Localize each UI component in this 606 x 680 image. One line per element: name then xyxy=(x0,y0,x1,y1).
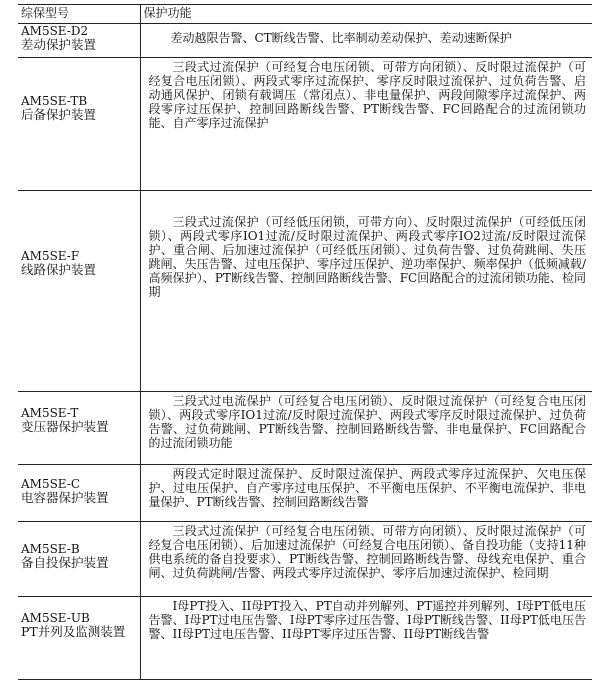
model-code: AM5SE-T xyxy=(21,406,79,420)
table-header-row xyxy=(18,5,592,24)
model-code: AM5SE-C xyxy=(21,477,81,491)
column-header-function: 保护功能 xyxy=(140,5,592,24)
model-name: 电容器保护装置 xyxy=(21,490,109,505)
table-row xyxy=(18,58,592,191)
model-cell xyxy=(18,191,140,392)
model-code: AM5SE-TB xyxy=(21,94,88,108)
function-text: 三段式过电流保护（可经复合电压闭锁）、反时限过流保护（可经复合电压闭锁）、两段式零序IO1过流/反时限过流保护、两段式零序反时限过流保护、过负荷告警、过负荷跳闸、PT断线告警、控制回路断线告警、非电量保护、FC回路配合的过流闭锁功能 xyxy=(148,394,586,450)
function-text: I母PT投入、II母PT投入、PT自动并列解列、PT遥控并列解列、I母PT低电压告警、I母PT过电压告警、I母PT零序过压告警、I母PT断线告警、II母PT低电压告警、II母PT过电压告警、II母PT零序过压告警、II母PT断线告警 xyxy=(148,599,586,641)
function-cell xyxy=(140,392,592,465)
model-name: 变压器保护装置 xyxy=(21,419,109,434)
model-code: AM5SE-F xyxy=(21,249,80,263)
table-row xyxy=(18,191,592,392)
column-header-model: 综保型号 xyxy=(18,5,140,24)
function-text: 两段式定时限过流保护、反时限过流保护、两段式零序过流保护、欠电压保护、过电压保护、自产零序过电压保护、不平衡电压保护、不平衡电流保护、非电量保护、PT断线告警、控制回路断线告警 xyxy=(148,467,586,509)
function-cell xyxy=(140,522,592,597)
function-cell xyxy=(140,597,592,680)
model-cell xyxy=(18,24,140,58)
table-row xyxy=(18,465,592,522)
model-cell xyxy=(18,58,140,191)
protection-function-table-page xyxy=(18,4,592,680)
model-code: AM5SE-B xyxy=(21,542,80,556)
function-cell xyxy=(140,24,592,58)
model-code: AM5SE-D2 xyxy=(21,24,89,38)
model-cell xyxy=(18,392,140,465)
function-text: 三段式过流保护（可经低压闭锁，可带方向）、反时限过流保护（可经低压闭锁）、两段式零序IO1过流/反时限过流保护、两段式零序IO2过流/反时限过流保护、重合闸、后加速过流保护（可经低压闭锁）、过负荷告警、过负荷跳闸、失压跳闸、失压告警、过电压保护、零序过压保护、逆功率保护、频率保护（低频减载/高频保护）、PT断线告警、控制回路断线告警、FC回路配合的过流闭锁功能、检同期 xyxy=(148,215,586,299)
model-cell xyxy=(18,465,140,522)
function-text: 三段式过流保护（可经复合电压闭锁、可带方向闭锁）、反时限过流保护（可经复合电压闭锁）、两段式零序过流保护、零序反时限过流保护、过负荷告警、启动通风保护、闭锁有载调压（常闭点）、非电量保护、两段间隙零序过流保护、两段零序过压保护、控制回路断线告警、PT断线告警、FC回路配合的过流闭锁功能、自产零序过流保护 xyxy=(148,60,586,130)
function-text: 差动越限告警、CT断线告警、比率制动差动保护、差动速断保护 xyxy=(170,31,512,45)
model-cell xyxy=(18,597,140,680)
table-row xyxy=(18,522,592,597)
model-cell xyxy=(18,522,140,597)
function-cell xyxy=(140,465,592,522)
function-cell xyxy=(140,58,592,191)
model-code: AM5SE-UB xyxy=(21,611,90,625)
model-name: PT并列及监测装置 xyxy=(21,624,126,639)
table-row xyxy=(18,24,592,58)
protection-function-table xyxy=(18,4,592,680)
function-text: 三段式过流保护（可经复合电压闭锁、可带方向闭锁）、反时限过流保护（可经复合电压闭锁）、后加速过流保护（可经复合电压闭锁）、备自投功能（支持11种供电系统的备自投要求）、PT断线告警、控制回路断线告警、母线充电保护、重合闸、过负荷跳闸/告警、两段式零序过流保护、零序后加速过流保护、检同期 xyxy=(148,524,586,580)
model-name: 后备保护装置 xyxy=(21,107,97,122)
model-name: 备自投保护装置 xyxy=(21,555,109,570)
model-name: 线路保护装置 xyxy=(21,262,97,277)
function-cell xyxy=(140,191,592,392)
table-row xyxy=(18,597,592,680)
model-name: 差动保护装置 xyxy=(21,37,97,52)
table-row xyxy=(18,392,592,465)
